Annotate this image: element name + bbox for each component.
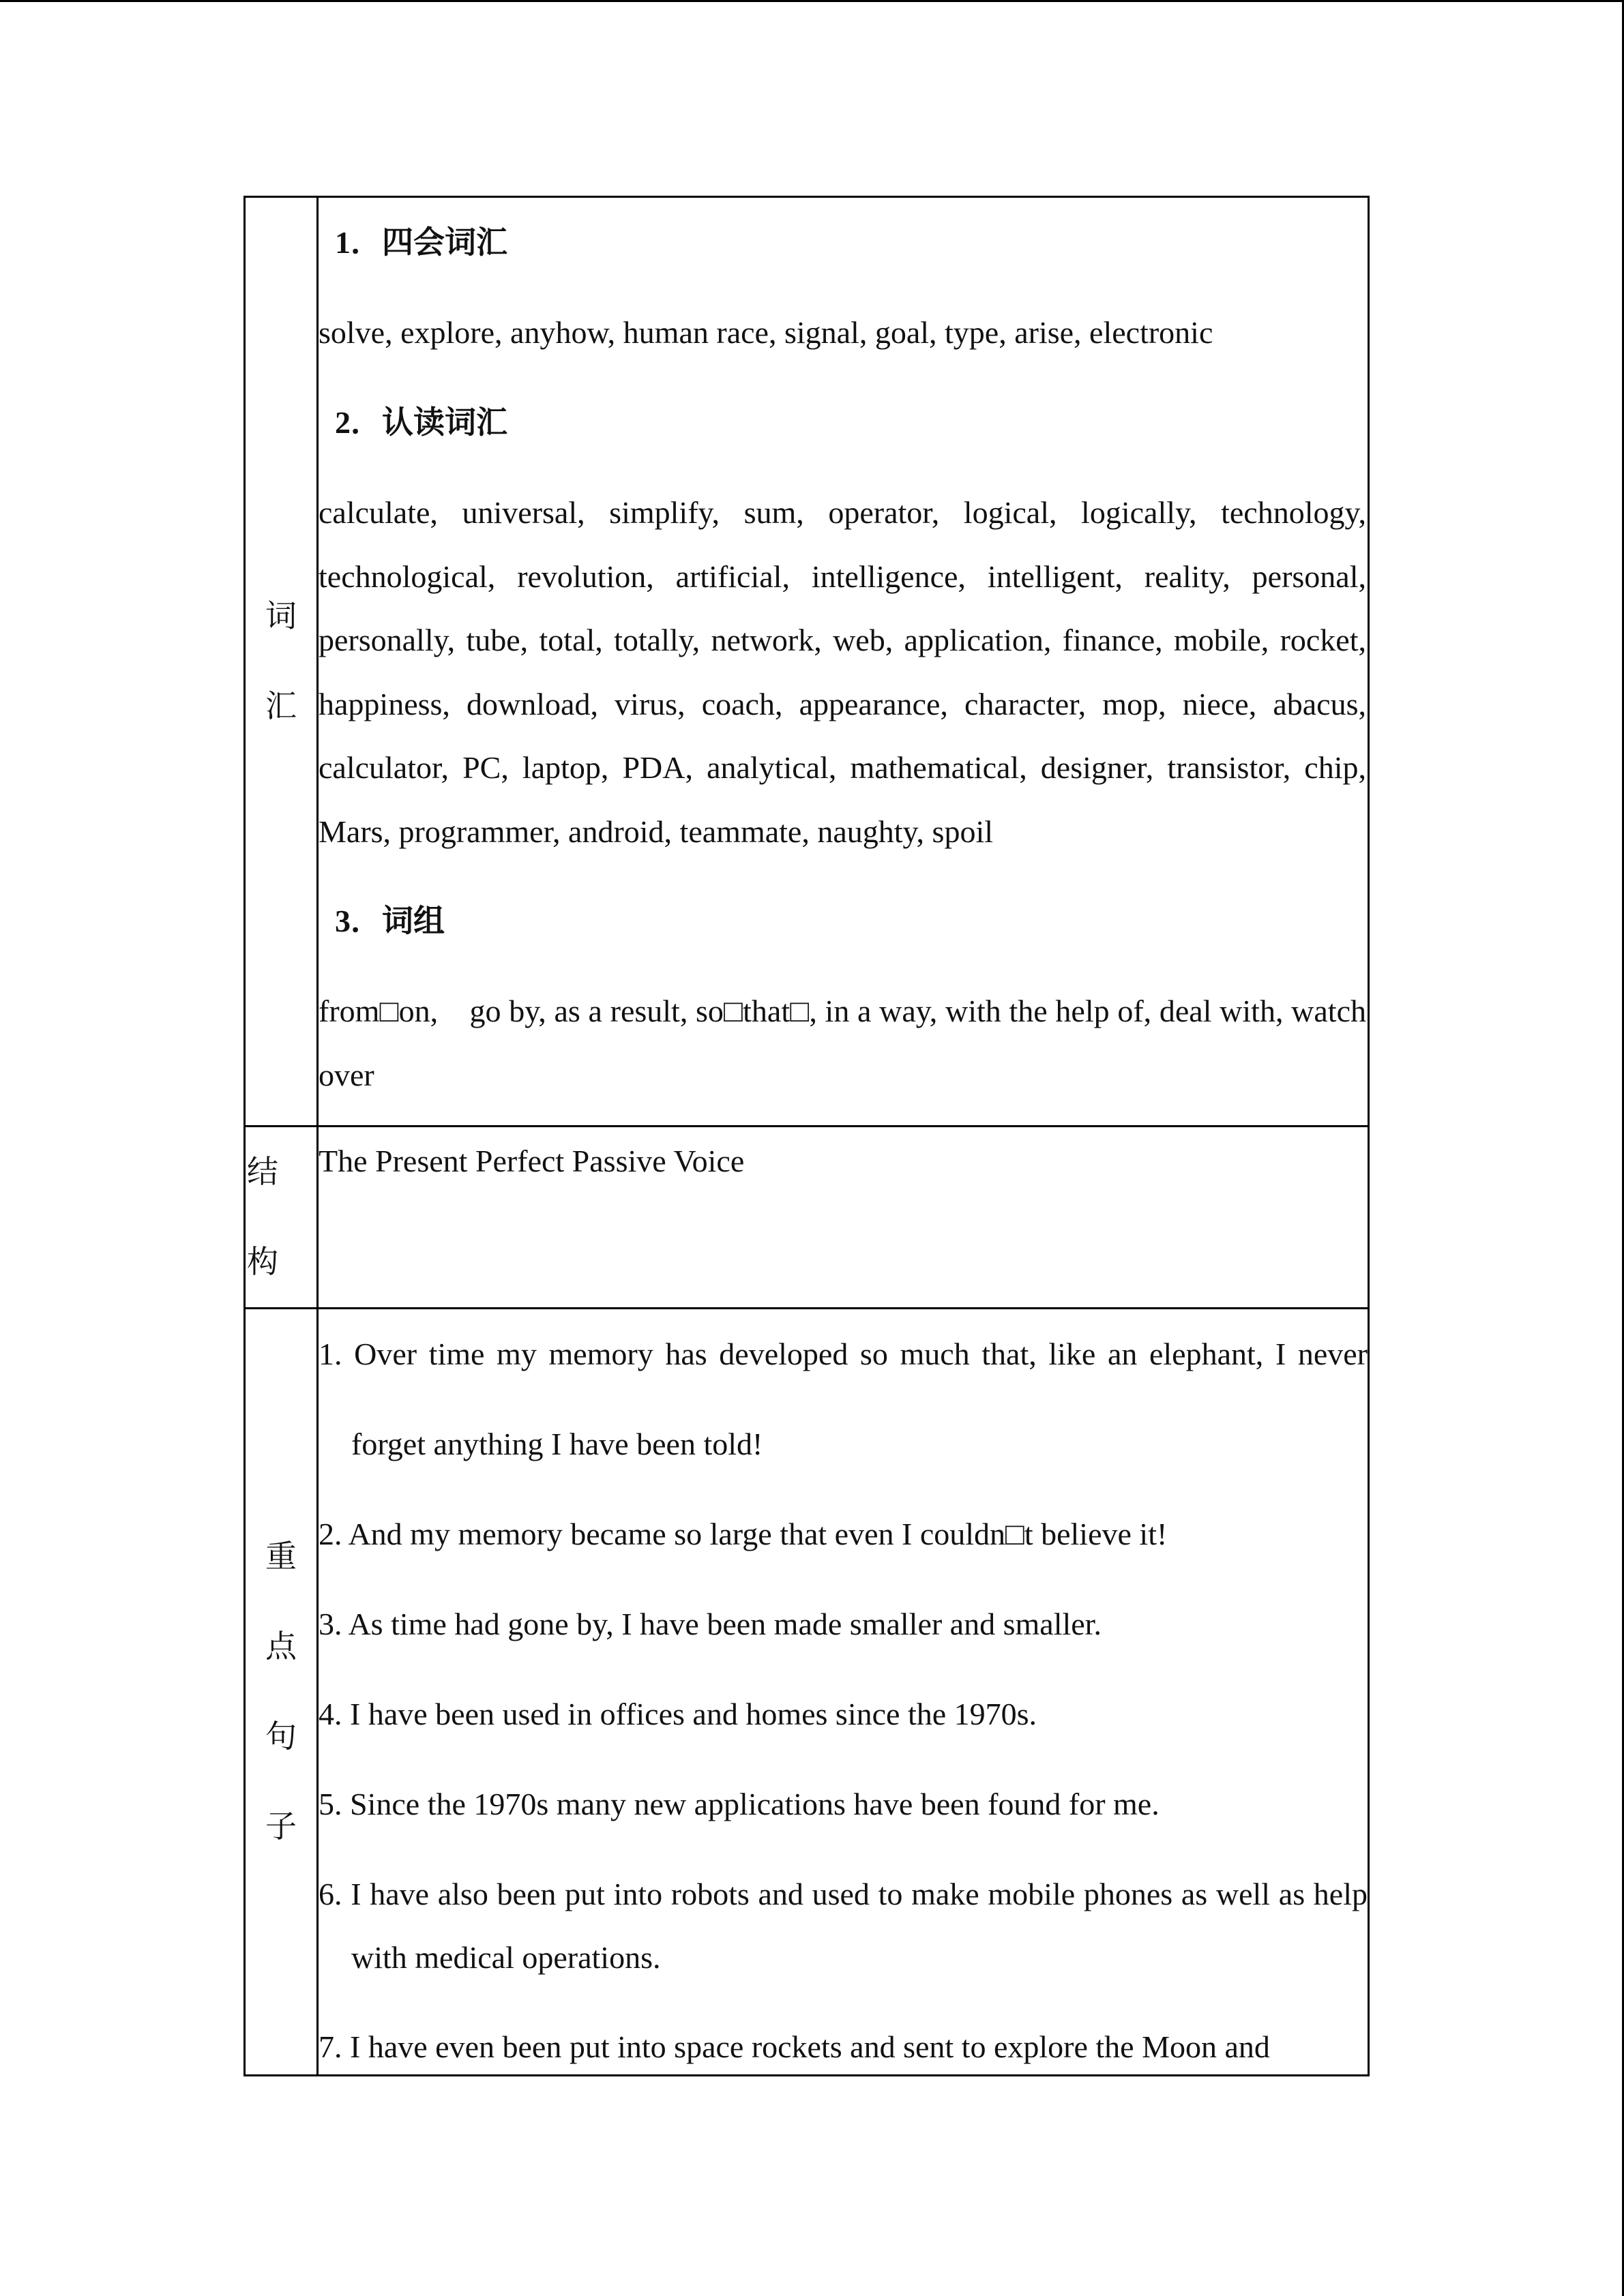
vocabulary-label-char: 词 bbox=[265, 599, 297, 633]
key-sentence: 5. Since the 1970s many new applications have been found for me. bbox=[319, 1787, 1160, 1821]
structure-row bbox=[245, 1127, 1369, 1309]
vocabulary-heading-recognition: 2．认读词汇 bbox=[335, 405, 507, 440]
vocabulary-list-recognition: calculate, universal, simplify, sum, operator, logical, logically, technology, technological, revolution, artificial, intelligence, intelligent, reality, personal, personally, tube, total, totally, network, web, application, finance, mobile, rocket, happiness, download, virus, coach, appearance, character, mop, niece, abacus, calculator, PC, laptop, PDA, analytical, mathematical, designer, transistor, chip, Mars, programmer, android, teammate, naughty, spoil bbox=[319, 495, 1366, 849]
structure-text: The Present Perfect Passive Voice bbox=[319, 1144, 745, 1178]
vocabulary-content-cell bbox=[318, 197, 1369, 1127]
page-top-border bbox=[0, 0, 1624, 2]
structure-label-char: 构 bbox=[247, 1244, 278, 1279]
vocabulary-row bbox=[245, 197, 1369, 1127]
vocabulary-heading-four-skills: 1．四会词汇 bbox=[335, 225, 507, 260]
structure-label-char: 结 bbox=[247, 1154, 278, 1189]
key-sentences-label-char: 点 bbox=[265, 1629, 297, 1664]
key-sentence: 4. I have been used in offices and homes since the 1970s. bbox=[319, 1697, 1037, 1731]
key-sentences-content-cell bbox=[318, 1309, 1369, 2076]
key-sentence: 6. I have also been put into robots and used to make mobile phones as well as help with medical operations. bbox=[319, 1877, 1368, 1975]
vocabulary-list-four-skills: solve, explore, anyhow, human race, signal, goal, type, arise, electronic bbox=[319, 315, 1213, 350]
structure-content-cell bbox=[318, 1127, 1369, 1309]
key-sentences-label-char: 句 bbox=[265, 1719, 297, 1754]
vocabulary-label-char: 汇 bbox=[265, 689, 297, 724]
vocabulary-heading-phrases: 3．词组 bbox=[335, 904, 445, 938]
vocabulary-list-phrases: from□on, go by, as a result, so□that□, in a way, with the help of, deal with, watch over bbox=[319, 994, 1366, 1092]
vocabulary-label-cell bbox=[245, 197, 318, 1127]
lesson-table bbox=[243, 196, 1370, 2076]
key-sentence: 3. As time had gone by, I have been made smaller and smaller. bbox=[319, 1607, 1102, 1641]
key-sentence: 7. I have even been put into space rockets and sent to explore the Moon and bbox=[319, 2029, 1270, 2064]
key-sentences-label-char: 子 bbox=[265, 1809, 297, 1844]
key-sentences-label-cell bbox=[245, 1309, 318, 2076]
structure-label-cell bbox=[245, 1127, 318, 1309]
key-sentence: 1. Over time my memory has developed so much that, like an elephant, I never forget anything I have been told! bbox=[319, 1337, 1368, 1461]
key-sentence: 2. And my memory became so large that even I couldn□t believe it! bbox=[319, 1517, 1168, 1551]
key-sentences-label-char: 重 bbox=[265, 1539, 297, 1574]
key-sentences-row bbox=[245, 1309, 1369, 2076]
